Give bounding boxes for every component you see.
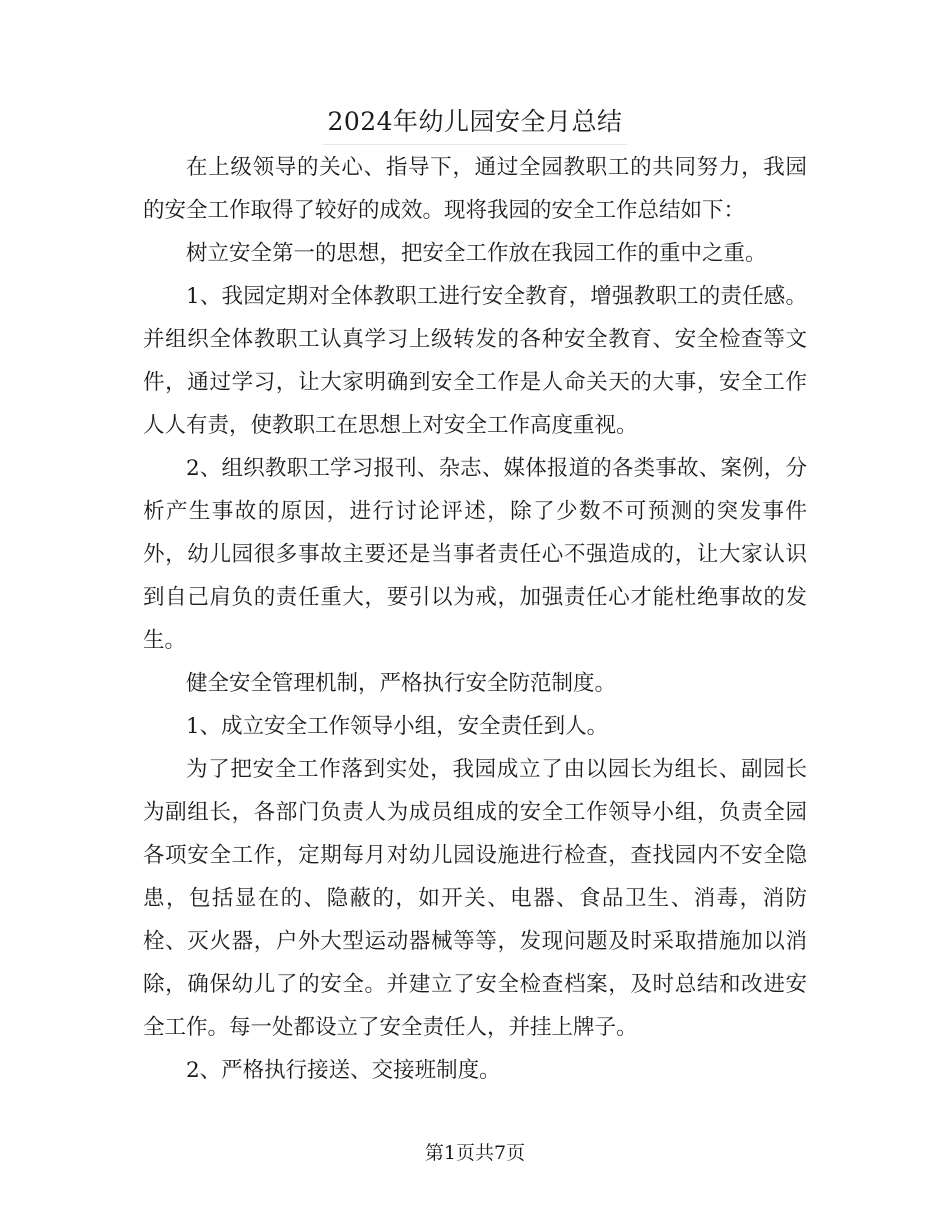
paragraph-item-1-education: 1、我园定期对全体教职工进行安全教育，增强教职工的责任感。并组织全体教职工认真学习上级转发的各种安全教育、安全检查等文件，通过学习，让大家明确到安全工作是人命关天的大事，安全工作人人有责，使教职工在思想上对安全工作高度重视。 <box>143 284 807 438</box>
paragraph-leadership-detail: 为了把安全工作落到实处，我园成立了由以园长为组长、副园长为副组长，各部门负责人为成员组成的安全工作领导小组，负责全园各项安全工作，定期每月对幼儿园设施进行检查，查找园内不安全隐患，包括显在的、隐蔽的，如开关、电器、食品卫生、消毒，消防栓、灭火器，户外大型运动器械等等，发现问题及时采取措施加以消除，确保幼儿了的安全。并建立了安全检查档案，及时总结和改进安全工作。每一处都设立了安全责任人，并挂上牌子。 <box>143 757 807 1040</box>
page-number: 第1页共7页 <box>424 1142 526 1164</box>
document-title: 2024年幼儿园安全月总结 <box>323 100 626 145</box>
paragraph-item-2-case-study: 2、组织教职工学习报刊、杂志、媒体报道的各类事故、案例，分析产生事故的原因，进行讨论评述，除了少数不可预测的突发事件外，幼儿园很多事故主要还是当事者责任心不强造成的，让大家认识到自己肩负的责任重大，要引以为戒，加强责任心才能杜绝事故的发生。 <box>143 456 807 653</box>
paragraph-item-1-leadership: 1、成立安全工作领导小组，安全责任到人。 <box>186 714 609 739</box>
paragraph-intro: 在上级领导的关心、指导下，通过全园教职工的共同努力，我园的安全工作取得了较好的成效。现将我园的安全工作总结如下： <box>143 155 807 223</box>
document-body <box>143 146 807 1092</box>
title-container <box>0 100 950 145</box>
paragraph-heading-mechanism: 健全安全管理机制，严格执行安全防范制度。 <box>186 671 617 696</box>
paragraph-heading-safety-first: 树立安全第一的思想，把安全工作放在我园工作的重中之重。 <box>186 241 767 266</box>
paragraph-item-2-handover: 2、严格执行接送、交接班制度。 <box>186 1058 501 1083</box>
